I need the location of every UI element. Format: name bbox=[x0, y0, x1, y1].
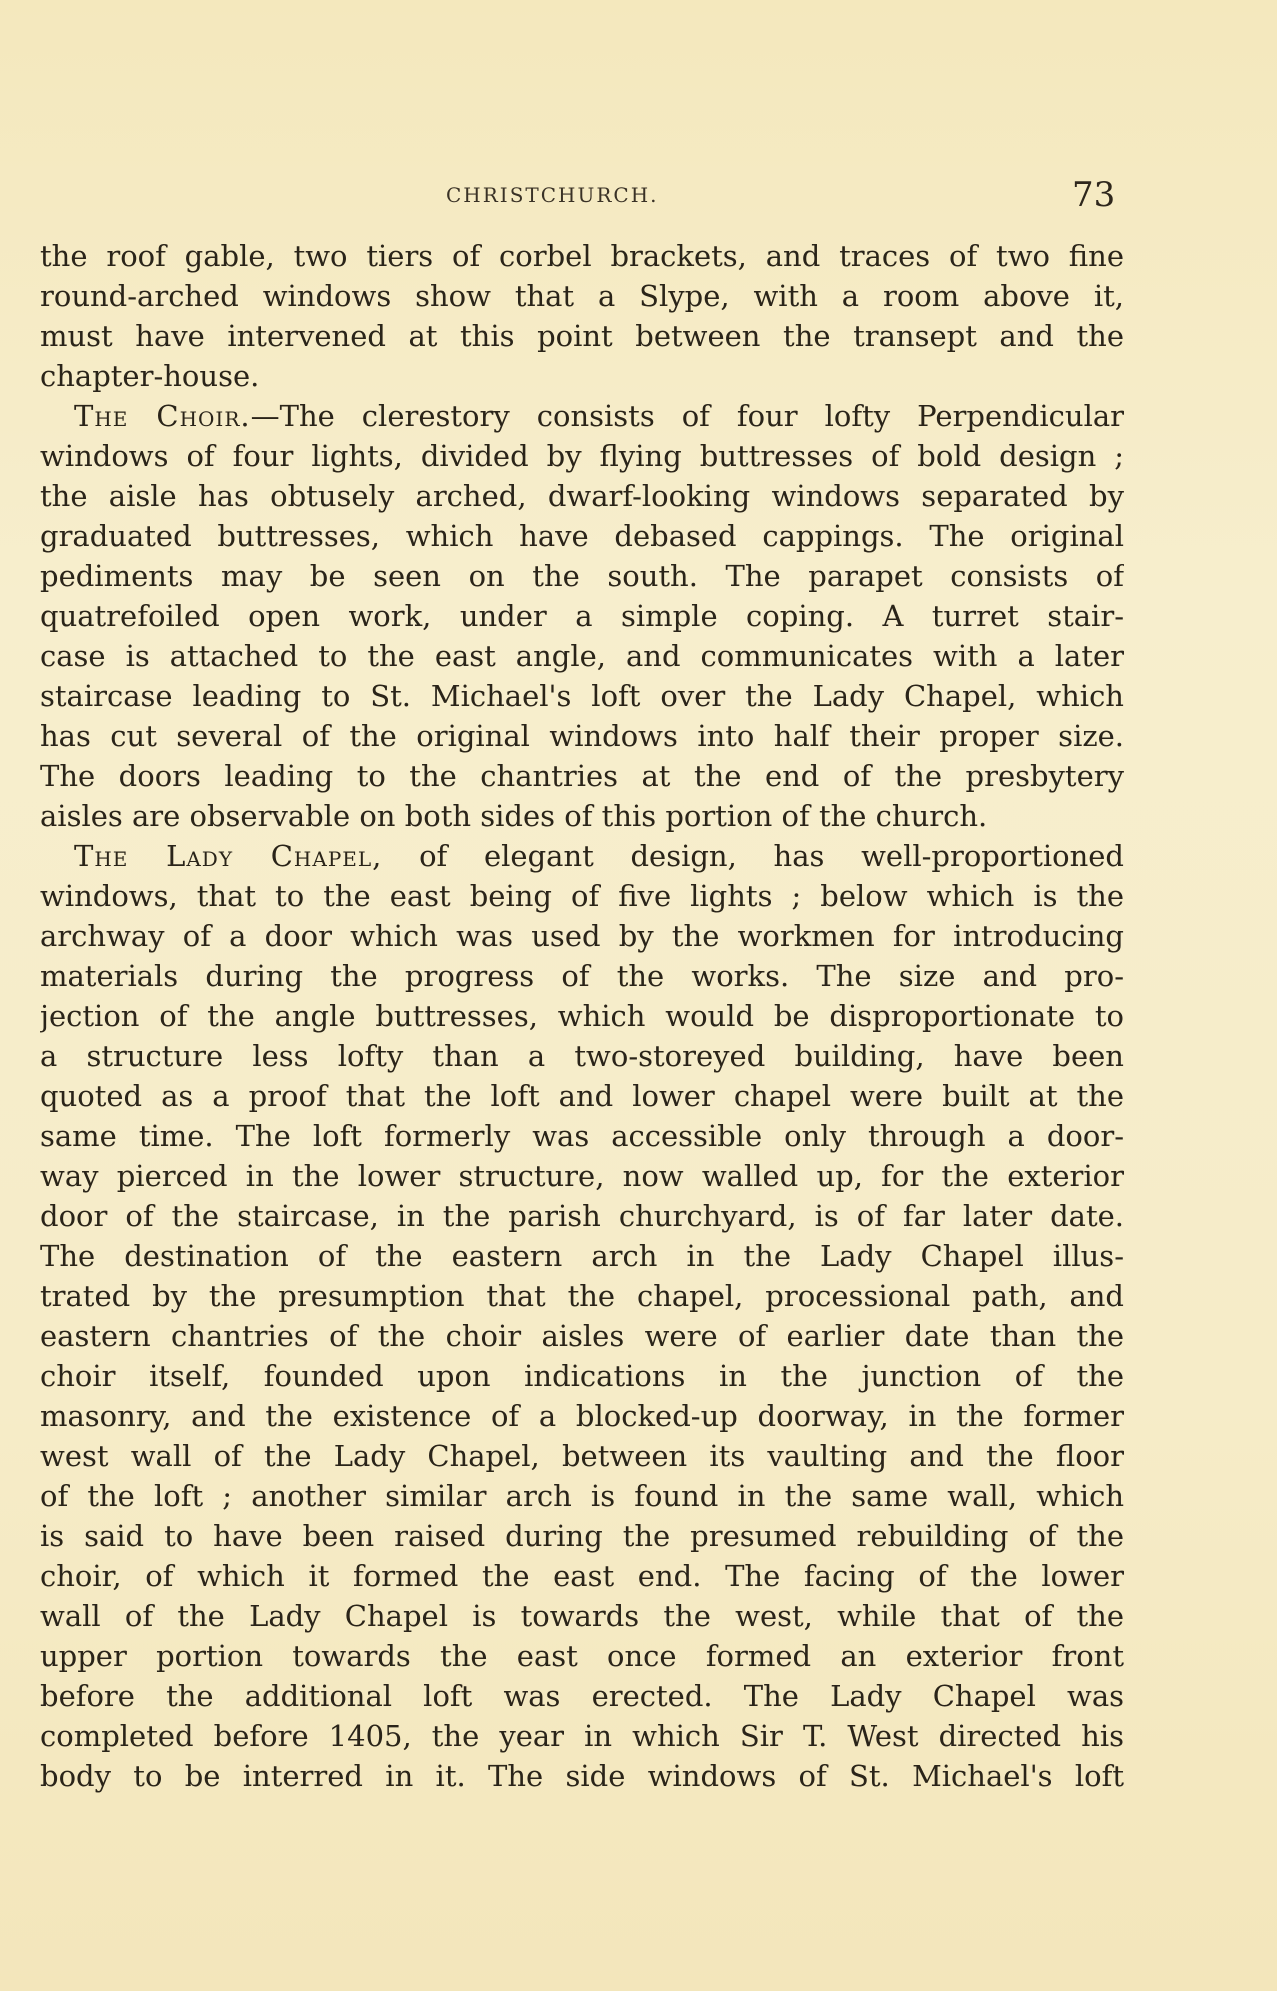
text-run: —The clerestory consists of four lofty Perpendicular bbox=[250, 399, 1124, 433]
text-line: jection of the angle buttresses, which would be disproportionate to bbox=[40, 999, 1124, 1033]
text-line: The doors leading to the chantries at the end of the presbytery bbox=[40, 759, 1124, 793]
text-line: aisles are observable on both sides of this portion of the church. bbox=[40, 799, 988, 833]
running-head: CHRISTCHURCH. bbox=[446, 183, 659, 207]
page-number: 73 bbox=[1072, 175, 1116, 215]
text-line: case is attached to the east angle, and communicates with a later bbox=[40, 639, 1124, 673]
text-line: eastern chantries of the choir aisles were of earlier date than the bbox=[40, 1319, 1124, 1353]
text-line: completed before 1405, the year in which Sir T. West directed his bbox=[40, 1719, 1124, 1753]
text-line: archway of a door which was used by the workmen for introducing bbox=[40, 919, 1124, 953]
text-line: has cut several of the original windows into half their proper size. bbox=[40, 719, 1124, 753]
text-line: quoted as a proof that the loft and lower chapel were built at the bbox=[40, 1079, 1124, 1113]
text-line: The destination of the eastern arch in the Lady Chapel illus- bbox=[40, 1239, 1124, 1273]
text-line: trated by the presumption that the chapel, processional path, and bbox=[40, 1279, 1124, 1313]
text-line: the roof gable, two tiers of corbel brackets, and traces of two fine bbox=[40, 239, 1124, 273]
text-line: round-arched windows show that a Slype, with a room above it, bbox=[40, 279, 1124, 313]
section-heading-lady-chapel: The Lady Chapel, bbox=[74, 839, 383, 873]
text-line: of the loft ; another similar arch is found in the same wall, which bbox=[40, 1479, 1124, 1513]
text-run: of elegant design, has well-proportioned bbox=[382, 839, 1124, 873]
body-text bbox=[40, 236, 1124, 1796]
page-header bbox=[40, 175, 1116, 225]
text-line: choir, of which it formed the east end. The facing of the lower bbox=[40, 1559, 1124, 1593]
text-line: upper portion towards the east once formed an exterior front bbox=[40, 1639, 1124, 1673]
text-line: quatrefoiled open work, under a simple coping. A turret stair- bbox=[40, 599, 1124, 633]
text-line bbox=[40, 836, 1124, 876]
text-line: way pierced in the lower structure, now walled up, for the exterior bbox=[40, 1159, 1124, 1193]
text-line: pediments may be seen on the south. The parapet consists of bbox=[40, 559, 1124, 593]
text-line: before the additional loft was erected. The Lady Chapel was bbox=[40, 1679, 1124, 1713]
text-line: masonry, and the existence of a blocked-up doorway, in the former bbox=[40, 1399, 1124, 1433]
text-line: must have intervened at this point between the transept and the bbox=[40, 319, 1124, 353]
text-line: is said to have been raised during the presumed rebuilding of the bbox=[40, 1519, 1124, 1553]
text-line: staircase leading to St. Michael's loft over the Lady Chapel, which bbox=[40, 679, 1124, 713]
text-line: materials during the progress of the works. The size and pro- bbox=[40, 959, 1124, 993]
text-line: chapter-house. bbox=[40, 359, 260, 393]
text-line: the aisle has obtusely arched, dwarf-looking windows separated by bbox=[40, 479, 1124, 513]
text-line: west wall of the Lady Chapel, between its vaulting and the floor bbox=[40, 1439, 1124, 1473]
text-line: same time. The loft formerly was accessible only through a door- bbox=[40, 1119, 1124, 1153]
text-line: wall of the Lady Chapel is towards the west, while that of the bbox=[40, 1599, 1124, 1633]
text-line: body to be interred in it. The side windows of St. Michael's loft bbox=[40, 1759, 1124, 1793]
text-line bbox=[40, 396, 1124, 436]
text-line: graduated buttresses, which have debased cappings. The original bbox=[40, 519, 1124, 553]
section-heading-choir: The Choir. bbox=[74, 399, 251, 433]
text-line: choir itself, founded upon indications in the junction of the bbox=[40, 1359, 1124, 1393]
text-line: windows of four lights, divided by flying buttresses of bold design ; bbox=[40, 439, 1124, 473]
text-line: windows, that to the east being of five lights ; below which is the bbox=[40, 879, 1124, 913]
text-line: a structure less lofty than a two-storeyed building, have been bbox=[40, 1039, 1124, 1073]
text-line: door of the staircase, in the parish churchyard, is of far later date. bbox=[40, 1199, 1124, 1233]
